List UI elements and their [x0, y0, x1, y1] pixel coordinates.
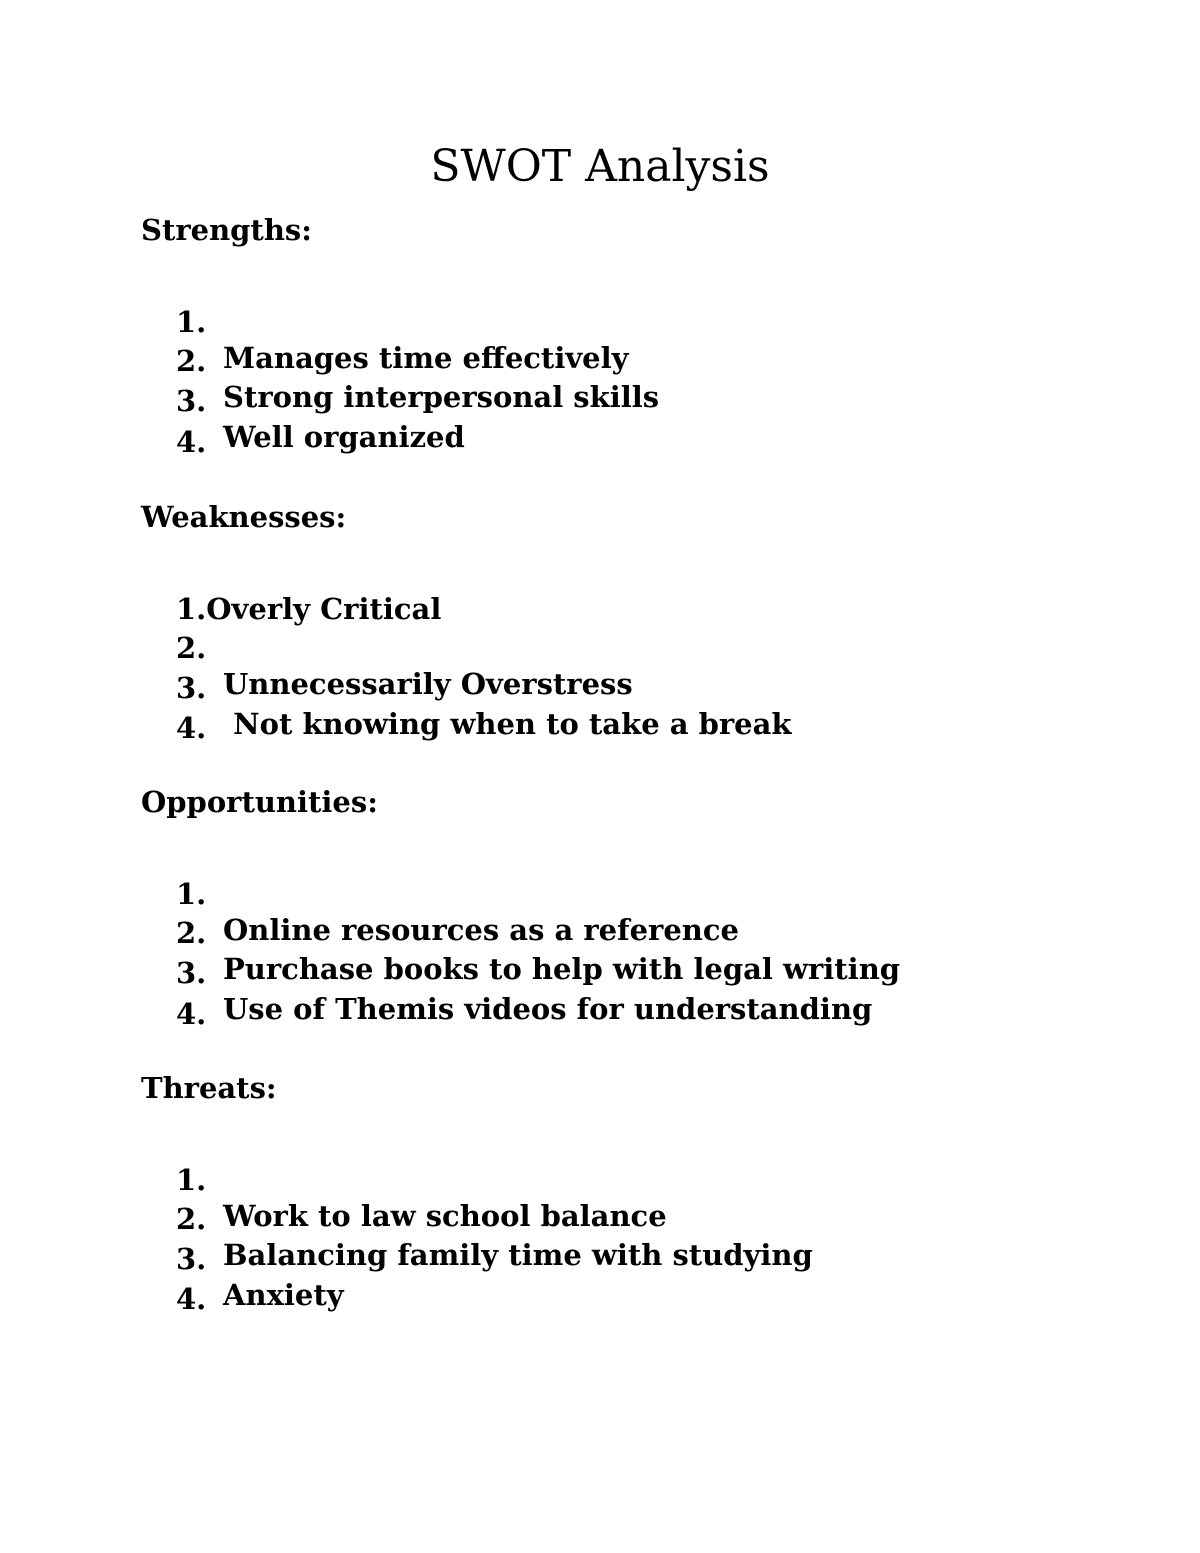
threats-item-4	[0, 1245, 207, 1353]
strengths-item-4	[0, 388, 207, 496]
list-number: 2.	[176, 1202, 207, 1236]
page-title: SWOT Analysis	[430, 141, 770, 192]
list-number: 4.	[176, 1282, 207, 1316]
list-item-text: Online resources as a reference	[223, 913, 739, 947]
list-number: 1.	[176, 877, 207, 911]
list-item-text: Balancing family time with studying	[223, 1238, 813, 1272]
list-item-text: Not knowing when to take a break	[223, 707, 792, 741]
list-number: 3.	[176, 1242, 207, 1276]
list-number: 3.	[176, 671, 207, 705]
list-item-text: Manages time effectively	[223, 341, 629, 375]
list-number: 1.	[176, 305, 207, 339]
list-number: 1.Overly Critical	[176, 592, 442, 626]
list-number: 2.	[176, 631, 207, 665]
list-item-text: Work to law school balance	[223, 1199, 667, 1233]
list-number: 2.	[176, 916, 207, 950]
strengths-heading: Strengths:	[141, 213, 312, 247]
list-number: 3.	[176, 956, 207, 990]
list-item-text: Well organized	[223, 420, 465, 454]
list-number: 4.	[176, 425, 207, 459]
list-number: 4.	[176, 997, 207, 1031]
threats-heading: Threats:	[141, 1071, 277, 1105]
weaknesses-item-4	[0, 674, 207, 782]
list-number: 1.	[176, 1163, 207, 1197]
weaknesses-heading: Weaknesses:	[141, 500, 347, 534]
list-item-text: Purchase books to help with legal writing	[223, 952, 901, 986]
list-number: 3.	[176, 384, 207, 418]
list-item-text: Anxiety	[223, 1278, 344, 1312]
list-number: 4.	[176, 711, 207, 745]
opportunities-item-4	[0, 960, 207, 1068]
list-number: 2.	[176, 344, 207, 378]
list-item-text: Strong interpersonal skills	[223, 380, 660, 414]
opportunities-heading: Opportunities:	[141, 785, 378, 819]
list-item-text: Unnecessarily Overstress	[223, 667, 633, 701]
list-item-text: Use of Themis videos for understanding	[223, 992, 873, 1026]
